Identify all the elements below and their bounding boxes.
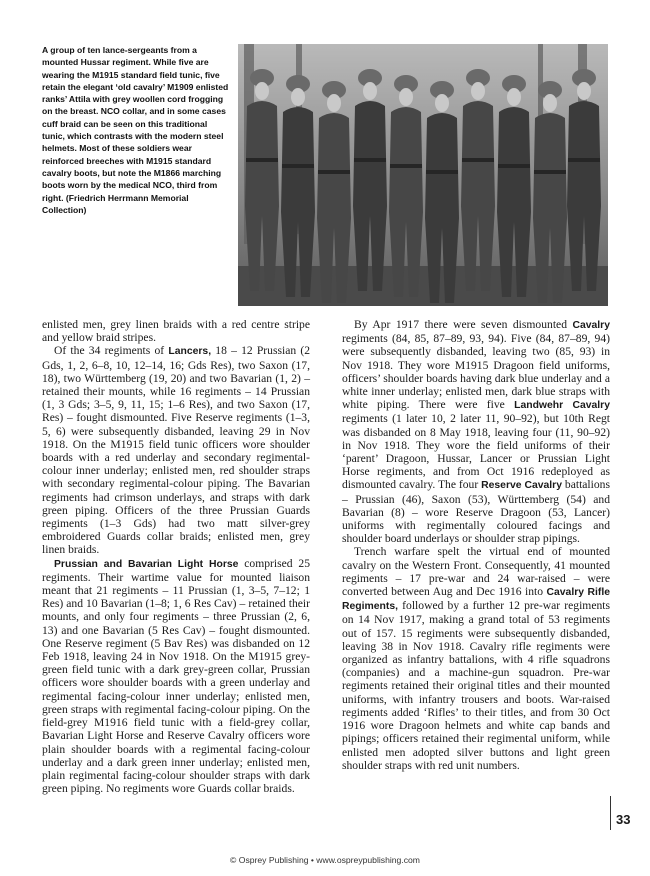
text-column-right — [342, 318, 610, 772]
bold-term: Reserve Cavalry — [481, 480, 562, 492]
photo-caption: A group of ten lance-sergeants from a mounted Hussar regiment. While five are wearing the M1915 standard field tunic, five retain the elegant ‘old cavalry’ M1909 enlisted ranks’ Attila with grey woollen cord frogging on the breast. NCO collar, and in some cases cuff braid can be seen on this traditional tunic, which contrasts with the modern steel helmets. Most of these soldiers wear reinforced breeches with M1915 standard cavalry boots, but note the M1866 marching boots worn by the medical NCO, third from right. (Friedrich Herrmann Memorial Collection) — [42, 45, 229, 215]
paragraph: enlisted men, grey linen braids with a red centre stripe and yellow braid stripes. — [42, 318, 310, 345]
photograph-hussar-lance-sergeants — [238, 44, 608, 306]
text-column-left — [42, 318, 310, 795]
page-number: 33 — [616, 812, 631, 827]
paragraph: Of the 34 regiments of Lancers, 18 – 12 Prussian (2 Gds, 1, 2, 6–8, 10, 12–14, 16; Gds Res), two Saxon (17, 18), two Württemberg (19, 20) and two Bavarian (1, 2) – retained their mounts, while 16 regiments – 14 Prussian (1, 3 Gds; 3–5, 9, 11, 15; 1–6 Res), and two Saxon (17, Res) – fought dismounted. Five Reserve regiments (1–3, 5, 6) were subsequently disbanded, leaving 29 in Nov 1918. On the M1915 field tunic officers wore shoulder boards with a red underlay and secondary regimental-colour inner underlay; enlisted men, red shoulder straps with secondary regimental-colour piping. The Bavarian regiments had crimson underlays, and straps with dark green piping. Officers of the three Prussian Guards regiments (1–3 Gds) had two matt silver-grey embroidered Guards collar braids; enlisted men, grey linen braids. — [42, 344, 310, 557]
paragraph: By Apr 1917 there were seven dismounted Cavalry regiments (84, 85, 87–89, 93, 94). Five (84, 87–89, 94) were subsequently disbanded, leaving two (85, 93) in Nov 1918. They wore M1915 Dragoon field uniforms, officers’ shoulder boards having dark blue underlay and a white inner underlay; enlisted men, dark blue straps with white piping. There were five Landwehr Cavalry regiments (1 later 10, 2 later 11, 90–92), but 10th Regt was disbanded on 8 May 1918, leaving four (11, 90–92) in Nov 1918. They wore the field uniforms of their ‘parent’ Dragoon, Hussar, Lancer or Prussian Light Horse regiments, and from Oct 1916 redeployed as dismounted cavalry. The four Reserve Cavalry battalions – Prussian (46), Saxon (53), Württemberg (54) and Bavarian (8) – wore Reserve Dragoon (53, Lancer) uniforms with regimentally coloured facings and shoulder board underlays or shoulder strap pipings. — [342, 318, 610, 546]
bold-term: Cavalry — [572, 320, 610, 331]
paragraph: Trench warfare spelt the virtual end of mounted cavalry on the Western Front. Consequently, 41 mounted regiments – 17 pre-war and 24 war-raised – were converted between Aug and Dec 1916 into Cavalry Rifle Regiments, followed by a further 12 pre-war regiments on 14 Nov 1917, making a grand total of 53 regiments out of 157. 15 regiments were subsequently disbanded, leaving 38 in Nov 1918. Cavalry rifle regiments were organized as infantry battalions, with 4 rifle squadrons (companies) and a machine-gun squadron. Pre-war regiments retained their original titles and their mounted uniforms, with infantry trousers and boots. War-raised regiments added ‘Rifles’ to their titles, and from 30 Oct 1916 wore Dragoon helmets and white cap bands and pipings; officers retained their regimental uniform, while enlisted men adopted silver buttons and light green shoulder straps with red unit numbers. — [342, 545, 611, 772]
bold-term: Prussian and Bavarian Light Horse — [54, 558, 239, 570]
bold-term: Lancers, — [168, 346, 212, 358]
bold-term: Landwehr Cavalry — [514, 400, 610, 412]
footer-copyright: © Osprey Publishing • www.ospreypublishing.com — [230, 855, 420, 865]
page-number-rule — [610, 796, 611, 830]
bold-term: Cavalry Rifle Regiments, — [342, 587, 611, 613]
paragraph: Prussian and Bavarian Light Horse comprised 25 regiments. Their wartime value for mounted liaison meant that 21 regiments – 11 Prussian (1, 3–5, 7–12; 1 Res) and 10 Bavarian (1–8; 1, 6 Res Cav) – retained their mounts, and only four regiments – three Prussian (2, 6, 13) and one Bavarian (5 Res Cav) – fought dismounted. One Reserve regiment (5 Bav Res) was disbanded on 12 Feb 1918, leaving 24 in Nov 1918. On the M1915 grey-green field tunic with a dark grey-green collar, Prussian officers wore shoulder boards with a green underlay and regimental facing-colour inner underlay; enlisted men, green straps with regimental facing-colour piping. On the field-grey M1916 field tunic with a field-grey collar, Bavarian Light Horse and Reserve Cavalry officers wore plain shoulder boards with a regimental facing-colour underlay and a dark green inner underlay; enlisted men, plain regimental facing-colour shoulder straps with dark green piping. No regiments wore Guards collar braids. — [42, 556, 310, 796]
